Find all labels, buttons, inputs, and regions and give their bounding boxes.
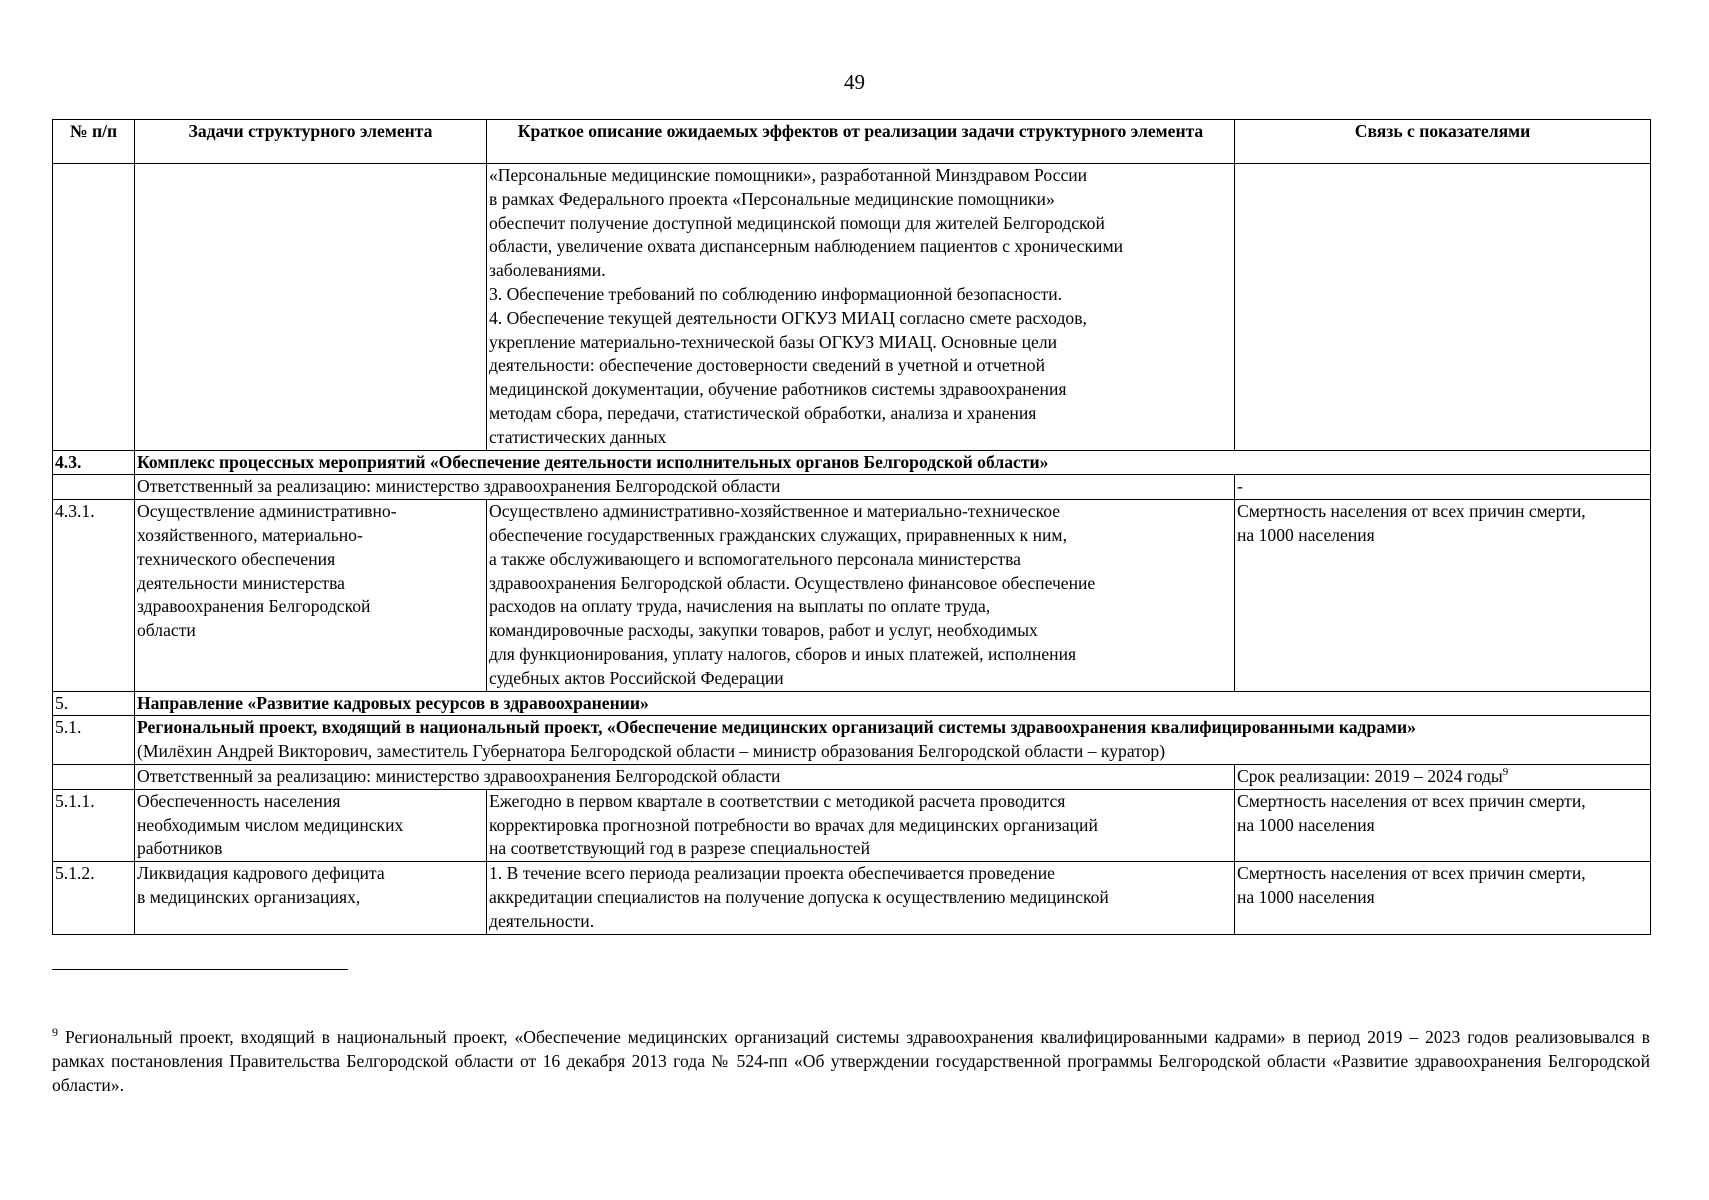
- text-line: деятельности: обеспечение достоверности сведений в учетной и отчетной: [489, 355, 1045, 376]
- text-line: на 1000 населения: [1237, 814, 1375, 835]
- header-tasks: Задачи структурного элемента: [135, 120, 487, 164]
- header-description: Краткое описание ожидаемых эффектов от реализации задачи структурного элемента: [487, 120, 1235, 164]
- text-line: деятельности министерства: [137, 572, 345, 593]
- footnote-ref: 9: [1502, 766, 1509, 779]
- table-header-row: [53, 120, 1651, 164]
- table-row-responsible: [53, 764, 1651, 789]
- cell-description: [487, 164, 1235, 451]
- text-line: области, увеличение охвата диспансерным наблюдением пациентов с хроническими: [489, 236, 1124, 257]
- text-line: 1. В течение всего периода реализации проекта обеспечивается проведение: [489, 863, 1055, 884]
- text-line: в рамках Федерального проекта «Персональные медицинские помощники»: [489, 188, 1055, 209]
- text-line: в медицинских организациях,: [137, 886, 361, 907]
- text-line: статистических данных: [489, 426, 667, 447]
- responsible-text: Ответственный за реализацию: министерство здравоохранения Белгородской области: [135, 475, 1235, 500]
- page-number: 49: [844, 70, 865, 94]
- cell-empty: [53, 475, 135, 500]
- text-line: Осуществление административно-: [137, 501, 397, 522]
- row-number: 5.: [53, 691, 135, 716]
- text-line: деятельности.: [489, 910, 595, 931]
- table-row-5: [53, 691, 1651, 716]
- cell-indicators-empty: [1235, 164, 1651, 451]
- footnote-mark: 9: [52, 1025, 58, 1039]
- project-curator: (Милёхин Андрей Викторович, заместитель Губернатора Белгородской области – министр образования Белгородской области – куратор): [137, 741, 1166, 762]
- text-line: на 1000 населения: [1237, 524, 1375, 545]
- text-line: укрепление материально-технической базы ОГКУЗ МИАЦ. Основные цели: [489, 331, 1058, 352]
- text-line: командировочные расходы, закупки товаров, работ и услуг, необходимых: [489, 620, 1038, 641]
- text-line: Смертность населения от всех причин смерти,: [1237, 863, 1586, 884]
- row-number: 4.3.1.: [53, 500, 135, 691]
- text-line: судебных актов Российской Федерации: [489, 667, 784, 688]
- row-number: 4.3.: [53, 450, 135, 475]
- text-line: Ежегодно в первом квартале в соответствии с методикой расчета проводится: [489, 790, 1066, 811]
- text-line: корректировка прогнозной потребности во врачах для медицинских организаций: [489, 814, 1098, 835]
- row-number: 5.1.: [53, 716, 135, 765]
- text-line: медицинской документации, обучение работников системы здравоохранения: [489, 379, 1067, 400]
- text-line: Смертность населения от всех причин смерти,: [1237, 790, 1586, 811]
- text-line: заболеваниями.: [489, 260, 606, 281]
- table-row-4-3: [53, 450, 1651, 475]
- text-line: здравоохранения Белгородской области. Осуществлено финансовое обеспечение: [489, 572, 1096, 593]
- table-row-continuation: [53, 164, 1651, 451]
- project-cell: [135, 716, 1651, 765]
- section-title: Направление «Развитие кадровых ресурсов в здравоохранении»: [135, 691, 1651, 716]
- responsible-right: -: [1235, 475, 1651, 500]
- text-line: 4. Обеспечение текущей деятельности ОГКУЗ МИАЦ согласно смете расходов,: [489, 307, 1087, 328]
- term-text: Срок реализации: 2019 – 2024 годы: [1237, 765, 1503, 786]
- section-title: Комплекс процессных мероприятий «Обеспечение деятельности исполнительных органов Белгородской области»: [135, 450, 1651, 475]
- header-indicators: Связь с показателями: [1235, 120, 1651, 164]
- cell-description: [487, 500, 1235, 691]
- cell-empty: [53, 764, 135, 789]
- text-line: обеспечит получение доступной медицинской помощи для жителей Белгородской: [489, 212, 1105, 233]
- project-title: Региональный проект, входящий в национальный проект, «Обеспечение медицинских организаций системы здравоохранения квалифицированными кадрами»: [137, 717, 1416, 738]
- cell-task-empty: [135, 164, 487, 451]
- footnote: [52, 1020, 1650, 1097]
- tasks-table: [52, 119, 1651, 935]
- text-line: «Персональные медицинские помощники», разработанной Минздравом России: [489, 165, 1088, 185]
- responsible-text: Ответственный за реализацию: министерство здравоохранения Белгородской области: [135, 764, 1235, 789]
- cell-task: [135, 789, 487, 861]
- text-line: работников: [137, 838, 223, 859]
- table-row-responsible: [53, 475, 1651, 500]
- table-row-5-1-1: [53, 789, 1651, 861]
- text-line: Обеспеченность населения: [137, 790, 341, 811]
- cell-indicators: [1235, 500, 1651, 691]
- cell-description: [487, 789, 1235, 861]
- cell-task: [135, 862, 487, 934]
- cell-indicators: [1235, 862, 1651, 934]
- text-line: Осуществлено административно-хозяйственное и материально-техническое: [489, 501, 1061, 522]
- table-row-5-1: [53, 716, 1651, 765]
- cell-task: [135, 500, 487, 691]
- text-line: здравоохранения Белгородской: [137, 596, 371, 617]
- header-num: № п/п: [53, 120, 135, 164]
- text-line: Смертность населения от всех причин смерти,: [1237, 501, 1586, 522]
- footnote-divider: [52, 969, 348, 970]
- text-line: необходимым числом медицинских: [137, 814, 404, 835]
- text-line: аккредитации специалистов на получение допуска к осуществлению медицинской: [489, 886, 1109, 907]
- text-line: технического обеспечения: [137, 548, 336, 569]
- text-line: расходов на оплату труда, начисления на выплаты по оплате труда,: [489, 596, 991, 617]
- text-line: области: [137, 620, 196, 641]
- text-line: а также обслуживающего и вспомогательного персонала министерства: [489, 548, 1021, 569]
- text-line: хозяйственного, материально-: [137, 524, 363, 545]
- text-line: 3. Обеспечение требований по соблюдению информационной безопасности.: [489, 283, 1063, 304]
- text-line: методам сбора, передачи, статистической обработки, анализа и хранения: [489, 402, 1037, 423]
- text-line: для функционирования, уплату налогов, сборов и иных платежей, исполнения: [489, 643, 1077, 664]
- row-number: 5.1.2.: [53, 862, 135, 934]
- text-line: на 1000 населения: [1237, 886, 1375, 907]
- cell-indicators: [1235, 789, 1651, 861]
- implementation-term: [1235, 764, 1651, 789]
- text-line: обеспечение государственных гражданских служащих, приравненных к ним,: [489, 524, 1067, 545]
- row-number: 5.1.1.: [53, 789, 135, 861]
- table-row-4-3-1: [53, 500, 1651, 691]
- text-line: Ликвидация кадрового дефицита: [137, 863, 385, 884]
- text-line: на соответствующий год в разрезе специальностей: [489, 838, 870, 859]
- cell-description: [487, 862, 1235, 934]
- cell-num-empty: [53, 164, 135, 451]
- footnote-text: Региональный проект, входящий в национальный проект, «Обеспечение медицинских организаций системы здравоохранения квалифицированными кадрами» в период 2019 – 2023 годов реализовывался в рамках постановления Правительства Белгородской области от 16 декабря 2013 года № 524-пп «Об утверждении государственной программы Белгородской области «Развитие здравоохранения Белгородской области».: [52, 1026, 1650, 1095]
- table-row-5-1-2: [53, 862, 1651, 934]
